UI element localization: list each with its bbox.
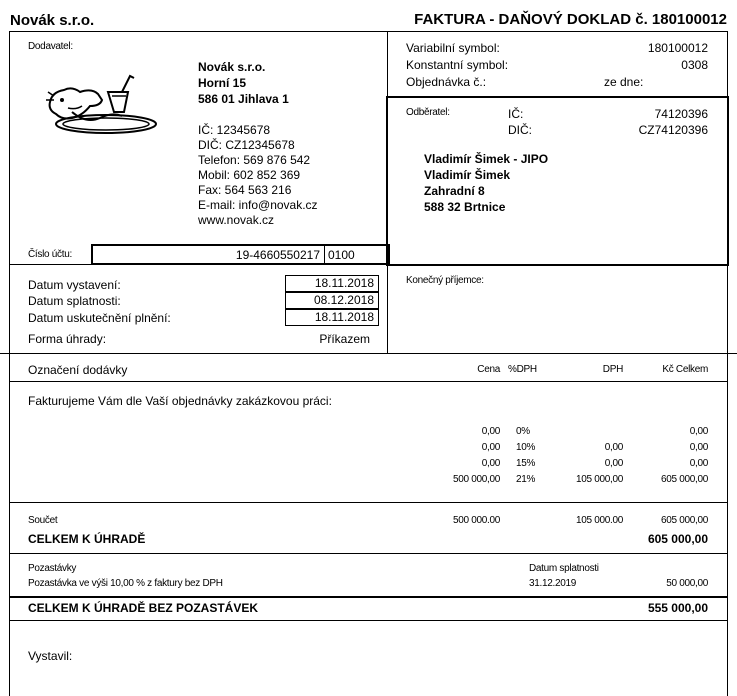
items-total-header: Kč Celkem [662,364,708,375]
payment-method-value: Příkazem [319,332,370,346]
deposits-due-label: Datum splatnosti [529,563,599,574]
supplier-name: Novák s.r.o. [198,60,266,74]
issue-date-value: 18.11.2018 [285,275,379,292]
item-total: 0,00 [689,442,708,453]
deposits-amount: 50 000,00 [666,578,708,589]
customer-line-2: Vladimír Šimek [424,168,511,182]
company-name-header: Novák s.r.o. [10,12,95,29]
item-vat-pct: 21% [516,474,536,485]
supplier-dic: DIČ: CZ12345678 [198,138,295,152]
customer-line-1: Vladimír Šimek - JIPO [424,152,549,166]
customer-line-4: 588 32 Brtnice [424,200,506,214]
invoice-title: FAKTURA - DAŇOVÝ DOKLAD č. 180100012 [414,11,727,28]
customer-ic-value: 74120396 [654,107,708,121]
deposits-desc: Pozastávka ve výši 10,00 % z faktury bez DPH [28,578,223,589]
account-label: Číslo účtu: [28,249,72,260]
deposits-label: Pozastávky [28,563,77,574]
item-vat: 105 000,00 [575,474,623,485]
supplier-phone: Telefon: 569 876 542 [198,153,311,167]
taxable-date-value: 18.11.2018 [285,309,379,326]
supplier-city: 586 01 Jihlava 1 [198,92,289,106]
due-date-value: 08.12.2018 [285,292,379,309]
item-price: 0,00 [481,442,500,453]
item-vat-pct: 10% [516,442,536,453]
items-text: Fakturujeme Vám dle Vaší objednávky zakázkovou práci: [28,394,332,408]
frame-final-top [9,596,728,598]
constant-symbol-label: Konstantní symbol: [406,58,509,72]
total-due-label: CELKEM K ÚHRADĚ [28,532,146,546]
account-bank-code: 0100 [328,248,355,262]
variable-symbol-label: Variabilní symbol: [406,41,500,55]
item-vat: 0,00 [604,442,623,453]
sum-price: 500 000.00 [452,515,500,526]
taxable-date-label: Datum uskutečnění plnění: [28,311,171,325]
order-date-label: ze dne: [604,75,644,89]
frame-items-header-bottom [9,381,728,382]
item-price: 0,00 [481,426,500,437]
customer-dic-value: CZ74120396 [638,123,708,137]
item-vat-pct: 0% [516,426,530,437]
due-date-label: Datum splatnosti: [28,294,121,308]
total-due-value: 605 000,00 [647,532,708,546]
sum-label: Součet [28,515,58,526]
item-total: 0,00 [689,458,708,469]
item-vat: 0,00 [604,458,623,469]
item-price: 500 000,00 [452,474,500,485]
supplier-label: Dodavatel: [28,41,73,52]
customer-ic-label: IČ: [508,107,524,121]
item-total: 0,00 [689,426,708,437]
issued-by-label: Vystavil: [28,649,73,663]
frame-top [9,31,728,32]
items-vat-header: DPH [602,364,623,375]
frame-deposits-top [9,553,728,554]
item-vat-pct: 15% [516,458,536,469]
sum-vat: 105 000.00 [575,515,623,526]
sum-total: 605 000,00 [660,515,708,526]
deposits-due-value: 31.12.2019 [529,578,577,589]
frame-summary-top [9,502,728,503]
supplier-mobile: Mobil: 602 852 369 [198,168,301,182]
final-recipient-label: Konečný příjemce: [406,275,484,286]
supplier-fax: Fax: 564 563 216 [198,183,292,197]
frame-final-bottom [9,620,728,621]
variable-symbol-value: 180100012 [647,41,708,55]
customer-label: Odběratel: [406,107,450,118]
account-divider [324,245,325,264]
item-total: 605 000,00 [660,474,708,485]
constant-symbol-value: 0308 [681,58,708,72]
items-vat-pct-header: %DPH [508,364,537,375]
final-total-label: CELKEM K ÚHRADĚ BEZ POZASTÁVEK [28,601,259,615]
final-total-value: 555 000,00 [647,601,708,615]
supplier-email: E-mail: info@novak.cz [198,198,318,212]
frame-items-top [0,353,737,354]
order-number-label: Objednávka č.: [406,75,487,89]
customer-dic-label: DIČ: [508,123,532,137]
supplier-street: Horní 15 [198,76,247,90]
cat-logo-icon [42,72,162,147]
customer-line-3: Zahradní 8 [424,184,485,198]
supplier-web: www.novak.cz [198,213,275,227]
item-price: 0,00 [481,458,500,469]
issue-date-label: Datum vystavení: [28,278,121,292]
account-number: 19-4660550217 [235,248,320,262]
payment-method-label: Forma úhrady: [28,332,107,346]
supplier-ic: IČ: 12345678 [198,123,271,137]
items-price-header: Cena [477,364,500,375]
items-desc-header: Označení dodávky [28,363,128,377]
